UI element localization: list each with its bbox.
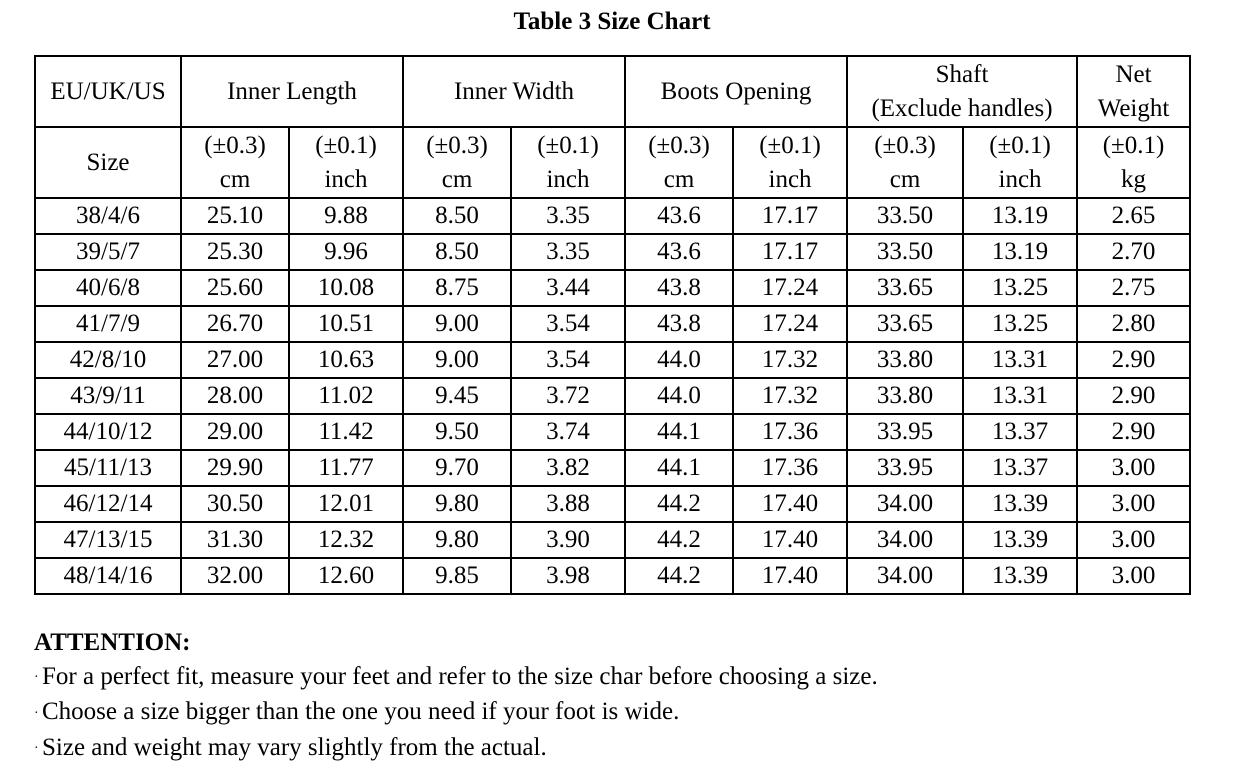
value-cell: 17.32 — [733, 342, 847, 378]
table-row — [35, 558, 1190, 594]
value-cell: 2.90 — [1077, 378, 1190, 414]
value-cell: 44.2 — [625, 486, 733, 522]
value-cell: 8.75 — [403, 270, 511, 306]
value-cell: 9.80 — [403, 486, 511, 522]
value-cell: 2.80 — [1077, 306, 1190, 342]
value-cell: 8.50 — [403, 234, 511, 270]
value-cell: 3.82 — [511, 450, 625, 486]
net-weight-header — [1077, 56, 1190, 127]
bullet-dot: · — [34, 740, 39, 756]
header-unit-row — [35, 127, 1190, 198]
value-cell: 12.01 — [289, 486, 403, 522]
value-cell: 33.95 — [847, 450, 963, 486]
unit-header-cell — [289, 127, 403, 198]
value-cell: 8.50 — [403, 198, 511, 234]
value-cell: 44.2 — [625, 522, 733, 558]
inner-width-header — [403, 56, 625, 127]
tolerance-label: (±0.1) — [989, 131, 1051, 159]
page-title: Table 3 Size Chart — [513, 8, 711, 35]
unit-label: inch — [768, 165, 812, 193]
attention-list — [34, 660, 1194, 766]
value-cell: 28.00 — [181, 378, 289, 414]
header-line: Shaft — [935, 60, 989, 88]
value-cell: 11.02 — [289, 378, 403, 414]
header-line: Net — [1115, 60, 1152, 88]
tolerance-label: (±0.1) — [315, 131, 377, 159]
unit-header-cell — [847, 127, 963, 198]
size-cell: 44/10/12 — [35, 414, 181, 450]
value-cell: 17.40 — [733, 522, 847, 558]
value-cell: 13.39 — [963, 486, 1077, 522]
unit-label: cm — [663, 165, 695, 193]
value-cell: 3.44 — [511, 270, 625, 306]
value-cell: 34.00 — [847, 486, 963, 522]
value-cell: 17.32 — [733, 378, 847, 414]
value-cell: 44.0 — [625, 342, 733, 378]
bullet-dot: · — [34, 670, 39, 686]
table-row — [35, 486, 1190, 522]
value-cell: 13.19 — [963, 198, 1077, 234]
unit-header-cell — [1077, 127, 1190, 198]
tolerance-label: (±0.1) — [759, 131, 821, 159]
value-cell: 3.00 — [1077, 558, 1190, 594]
value-cell: 3.54 — [511, 342, 625, 378]
attention-item — [34, 660, 1194, 695]
tolerance-label: (±0.3) — [648, 131, 710, 159]
value-cell: 9.45 — [403, 378, 511, 414]
value-cell: 9.00 — [403, 306, 511, 342]
header-line: (Exclude handles) — [871, 94, 1053, 122]
attention-section — [34, 626, 1194, 766]
value-cell: 33.65 — [847, 270, 963, 306]
value-cell: 25.30 — [181, 234, 289, 270]
table-row — [35, 450, 1190, 486]
tolerance-label: (±0.1) — [1102, 131, 1165, 159]
table-body — [35, 198, 1190, 594]
tolerance-label: (±0.3) — [874, 131, 936, 159]
attention-text: For a perfect fit, measure your feet and refer to the size char before choosing a size. — [42, 663, 878, 690]
unit-header-cell — [963, 127, 1077, 198]
value-cell: 10.63 — [289, 342, 403, 378]
inner-length-header — [181, 56, 403, 127]
size-cell: 45/11/13 — [35, 450, 181, 486]
value-cell: 43.6 — [625, 234, 733, 270]
size-cell: 39/5/7 — [35, 234, 181, 270]
attention-text: Choose a size bigger than the one you need if your foot is wide. — [42, 698, 680, 726]
value-cell: 17.40 — [733, 486, 847, 522]
value-cell: 2.70 — [1077, 234, 1190, 270]
value-cell: 13.31 — [963, 342, 1077, 378]
value-cell: 29.90 — [181, 450, 289, 486]
shaft-header — [847, 56, 1077, 127]
value-cell: 9.00 — [403, 342, 511, 378]
value-cell: 10.08 — [289, 270, 403, 306]
value-cell: 3.98 — [511, 558, 625, 594]
size-system-header: EU/UK/US — [35, 56, 181, 127]
size-cell: 48/14/16 — [35, 558, 181, 594]
value-cell: 3.90 — [511, 522, 625, 558]
header-group-row — [35, 56, 1190, 127]
value-cell: 34.00 — [847, 522, 963, 558]
value-cell: 31.30 — [181, 522, 289, 558]
value-cell: 12.32 — [289, 522, 403, 558]
unit-label: inch — [998, 165, 1042, 193]
value-cell: 13.39 — [963, 558, 1077, 594]
header-line: Inner Length — [227, 77, 357, 105]
size-cell: 41/7/9 — [35, 306, 181, 342]
value-cell: 3.54 — [511, 306, 625, 342]
unit-header-cell — [625, 127, 733, 198]
value-cell: 2.90 — [1077, 342, 1190, 378]
value-cell: 9.96 — [289, 234, 403, 270]
value-cell: 32.00 — [181, 558, 289, 594]
value-cell: 3.88 — [511, 486, 625, 522]
header-line: Inner Width — [453, 77, 575, 105]
table-row — [35, 306, 1190, 342]
value-cell: 43.8 — [625, 306, 733, 342]
table-row — [35, 234, 1190, 270]
value-cell: 9.85 — [403, 558, 511, 594]
table-row — [35, 522, 1190, 558]
value-cell: 33.95 — [847, 414, 963, 450]
value-cell: 10.51 — [289, 306, 403, 342]
value-cell: 3.35 — [511, 198, 625, 234]
value-cell: 27.00 — [181, 342, 289, 378]
value-cell: 17.36 — [733, 414, 847, 450]
value-cell: 43.8 — [625, 270, 733, 306]
value-cell: 9.50 — [403, 414, 511, 450]
value-cell: 3.72 — [511, 378, 625, 414]
header-line: Boots Opening — [660, 77, 812, 105]
value-cell: 13.37 — [963, 414, 1077, 450]
value-cell: 11.42 — [289, 414, 403, 450]
value-cell: 17.24 — [733, 270, 847, 306]
value-cell: 11.77 — [289, 450, 403, 486]
value-cell: 3.00 — [1077, 522, 1190, 558]
value-cell: 3.74 — [511, 414, 625, 450]
value-cell: 44.0 — [625, 378, 733, 414]
size-cell: 42/8/10 — [35, 342, 181, 378]
attention-item — [34, 695, 1194, 730]
value-cell: 13.19 — [963, 234, 1077, 270]
unit-header-cell — [181, 127, 289, 198]
value-cell: 13.31 — [963, 378, 1077, 414]
value-cell: 12.60 — [289, 558, 403, 594]
size-cell: 40/6/8 — [35, 270, 181, 306]
header-line: Weight — [1097, 94, 1170, 122]
value-cell: 26.70 — [181, 306, 289, 342]
value-cell: 44.1 — [625, 450, 733, 486]
value-cell: 2.65 — [1077, 198, 1190, 234]
unit-label: cm — [219, 165, 251, 193]
table-row — [35, 378, 1190, 414]
unit-label: cm — [889, 165, 921, 193]
value-cell: 17.36 — [733, 450, 847, 486]
size-header: Size — [35, 127, 181, 198]
value-cell: 13.25 — [963, 270, 1077, 306]
value-cell: 17.40 — [733, 558, 847, 594]
tolerance-label: (±0.3) — [204, 131, 266, 159]
table-row — [35, 198, 1190, 234]
value-cell: 3.00 — [1077, 450, 1190, 486]
value-cell: 33.80 — [847, 342, 963, 378]
tolerance-label: (±0.3) — [426, 131, 488, 159]
attention-text: Size and weight may vary slightly from the actual. — [42, 733, 547, 761]
value-cell: 25.60 — [181, 270, 289, 306]
size-chart-table — [34, 55, 1191, 595]
bullet-dot: · — [34, 705, 39, 721]
value-cell: 43.6 — [625, 198, 733, 234]
value-cell: 44.1 — [625, 414, 733, 450]
value-cell: 9.88 — [289, 198, 403, 234]
value-cell: 34.00 — [847, 558, 963, 594]
value-cell: 29.00 — [181, 414, 289, 450]
unit-label: inch — [546, 165, 590, 193]
value-cell: 25.10 — [181, 198, 289, 234]
value-cell: 33.50 — [847, 234, 963, 270]
value-cell: 3.00 — [1077, 486, 1190, 522]
tolerance-label: (±0.1) — [537, 131, 599, 159]
value-cell: 33.80 — [847, 378, 963, 414]
value-cell: 9.70 — [403, 450, 511, 486]
boots-opening-header — [625, 56, 847, 127]
unit-label: cm — [441, 165, 473, 193]
value-cell: 9.80 — [403, 522, 511, 558]
attention-title: ATTENTION: — [34, 629, 191, 656]
value-cell: 17.17 — [733, 234, 847, 270]
value-cell: 33.50 — [847, 198, 963, 234]
value-cell: 13.39 — [963, 522, 1077, 558]
size-cell: 46/12/14 — [35, 486, 181, 522]
table-row — [35, 342, 1190, 378]
value-cell: 13.37 — [963, 450, 1077, 486]
unit-header-cell — [403, 127, 511, 198]
value-cell: 30.50 — [181, 486, 289, 522]
unit-label: inch — [324, 165, 368, 193]
value-cell: 2.75 — [1077, 270, 1190, 306]
size-cell: 38/4/6 — [35, 198, 181, 234]
size-cell: 43/9/11 — [35, 378, 181, 414]
value-cell: 44.2 — [625, 558, 733, 594]
table-row — [35, 414, 1190, 450]
size-cell: 47/13/15 — [35, 522, 181, 558]
unit-header-cell — [733, 127, 847, 198]
value-cell: 17.17 — [733, 198, 847, 234]
unit-label: kg — [1121, 165, 1147, 193]
value-cell: 13.25 — [963, 306, 1077, 342]
value-cell: 3.35 — [511, 234, 625, 270]
value-cell: 17.24 — [733, 306, 847, 342]
unit-header-cell — [511, 127, 625, 198]
attention-item — [34, 731, 1194, 766]
value-cell: 33.65 — [847, 306, 963, 342]
table-row — [35, 270, 1190, 306]
value-cell: 2.90 — [1077, 414, 1190, 450]
